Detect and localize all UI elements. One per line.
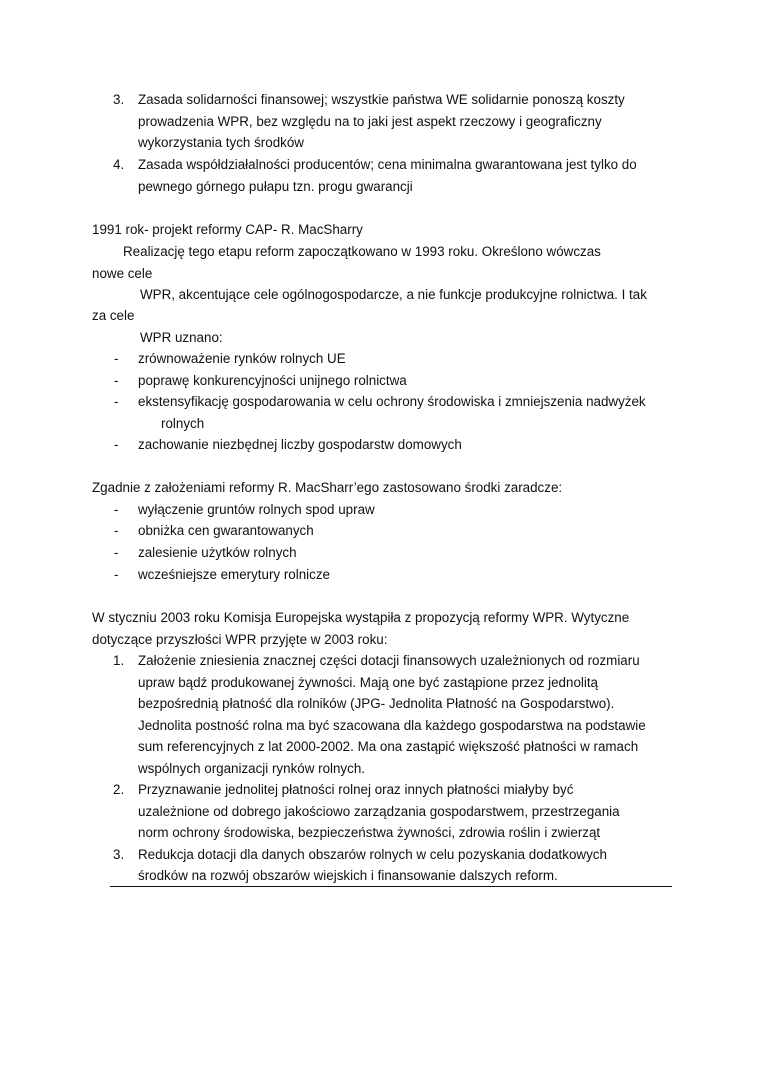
list-item-text: Jednolita postność rolna ma być szacowana dla każdego gospodarstwa na podstawie: [138, 718, 646, 733]
list-item-text: Zasada współdziałalności producentów; cena minimalna gwarantowana jest tylko do: [138, 157, 637, 172]
list-item-text: uzależnione od dobrego jakościowo zarządzania gospodarstwem, przestrzegania: [138, 804, 620, 819]
list-item-text: prowadzenia WPR, bez względu na to jaki jest aspekt rzeczowy i geograficzny: [138, 114, 602, 129]
list-number: 1.: [113, 653, 125, 668]
list-number: 2.: [113, 782, 125, 797]
list-item-text: sum referencyjnych z lat 2000-2002. Ma ona zastąpić większość płatności w ramach: [138, 739, 639, 754]
list-item-text: środków na rozwój obszarów wiejskich i finansowanie dalszych reform.: [138, 868, 558, 883]
list-item-text: Założenie zniesienia znacznej części dotacji finansowych uzależnionych od rozmiaru: [138, 653, 640, 668]
list-item-text: pewnego górnego pułapu tzn. progu gwarancji: [138, 179, 413, 194]
bullet-dash: -: [114, 502, 119, 517]
bullet-dash: -: [114, 437, 119, 452]
list-item-text: obniżka cen gwarantowanych: [138, 523, 314, 538]
list-item-text: zalesienie użytków rolnych: [138, 545, 297, 560]
bullet-dash: -: [114, 394, 119, 409]
paragraph-line: WPR, akcentujące cele ogólnogospodarcze, a nie funkcje produkcyjne rolnictwa. I tak: [140, 287, 647, 302]
list-item-text: Zasada solidarności finansowej; wszystkie państwa WE solidarnie ponoszą koszty: [138, 92, 625, 107]
list-number: 4.: [113, 157, 125, 172]
list-item-text: zachowanie niezbędnej liczby gospodarstw domowych: [138, 437, 462, 452]
list-number: 3.: [113, 92, 125, 107]
paragraph-line: nowe cele: [92, 266, 153, 281]
bullet-dash: -: [114, 373, 119, 388]
paragraph-line: Realizację tego etapu reform zapoczątkowano w 1993 roku. Określono wówczas: [123, 244, 601, 259]
list-item-text: Przyznawanie jednolitej płatności rolnej oraz innych płatności miałyby być: [138, 782, 574, 797]
list-item-text: norm ochrony środowiska, bezpieczeństwa żywności, zdrowia roślin i zwierząt: [138, 825, 601, 840]
list-item-text: upraw bądź produkowanej żywności. Mają one być zastąpione przez jednolitą: [138, 675, 599, 690]
paragraph-line: W styczniu 2003 roku Komisja Europejska wystąpiła z propozycją reformy WPR. Wytyczne: [92, 610, 630, 625]
list-item-text: Redukcja dotacji dla danych obszarów rolnych w celu pozyskania dodatkowych: [138, 847, 607, 862]
bullet-dash: -: [114, 351, 119, 366]
list-item-text: wykorzystania tych środków: [138, 135, 304, 150]
section-heading: Zgadnie z założeniami reformy R. MacSharr’ego zastosowano środki zaradcze:: [92, 480, 563, 495]
list-item-text: poprawę konkurencyjności unijnego rolnictwa: [138, 373, 407, 388]
paragraph-line: WPR uznano:: [140, 330, 223, 345]
bullet-dash: -: [114, 567, 119, 582]
list-number: 3.: [113, 847, 125, 862]
list-item-text: rolnych: [161, 416, 205, 431]
section-heading: 1991 rok- projekt reformy CAP- R. MacSharry: [92, 222, 363, 237]
paragraph-line: za cele: [92, 308, 135, 323]
list-item-text: bezpośrednią płatność dla rolników (JPG- Jednolita Płatność na Gospodarstwo).: [138, 696, 615, 711]
list-item-text: wcześniejsze emerytury rolnicze: [138, 567, 330, 582]
list-item-text: zrównoważenie rynków rolnych UE: [138, 351, 346, 366]
bullet-dash: -: [114, 523, 119, 538]
list-item-text: ekstensyfikację gospodarowania w celu ochrony środowiska i zmniejszenia nadwyżek: [138, 394, 646, 409]
horizontal-rule: [110, 886, 672, 887]
paragraph-line: dotyczące przyszłości WPR przyjęte w 2003 roku:: [92, 632, 388, 647]
list-item-text: wspólnych organizacji rynków rolnych.: [138, 761, 365, 776]
list-item-text: wyłączenie gruntów rolnych spod upraw: [138, 502, 375, 517]
bullet-dash: -: [114, 545, 119, 560]
